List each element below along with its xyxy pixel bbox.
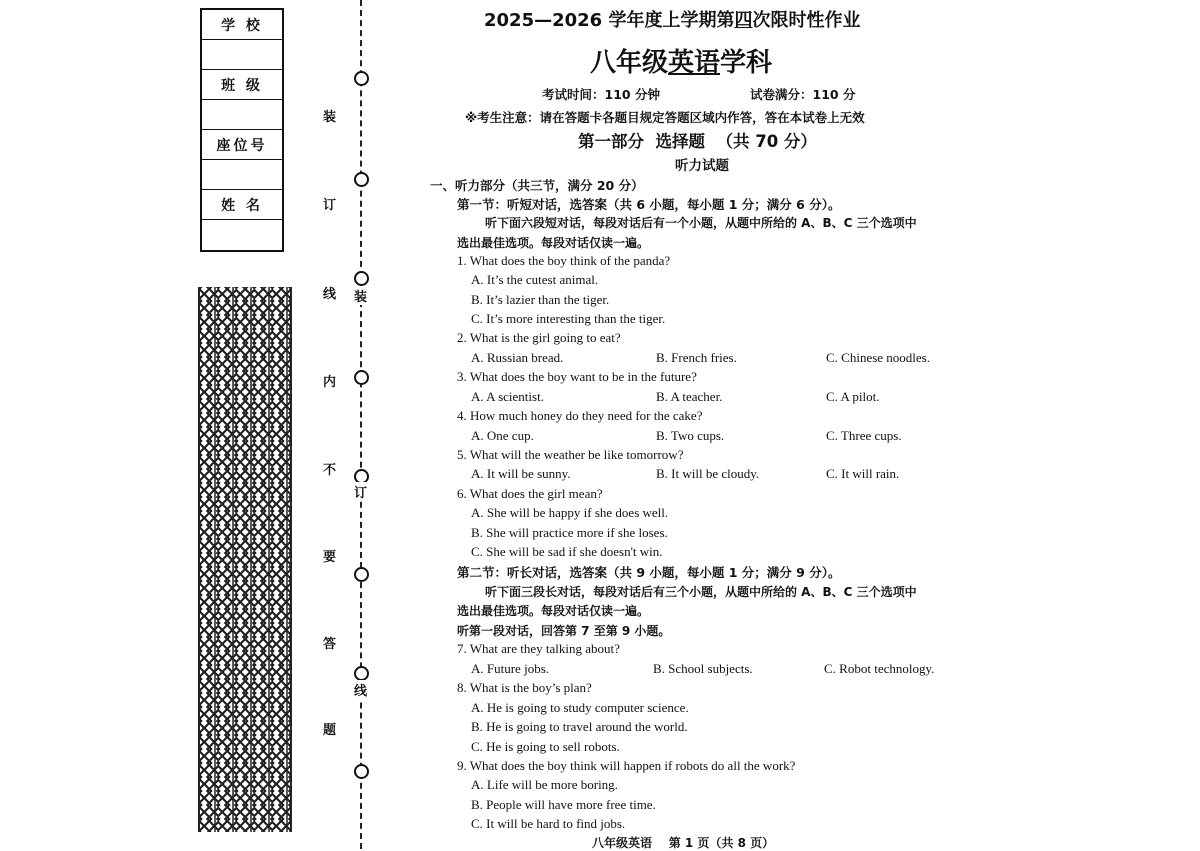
subsection-heading: 第一节：听短对话，选答案（共 6 小题，每小题 1 分；满分 6 分）。 bbox=[457, 197, 841, 212]
class-field[interactable] bbox=[202, 100, 282, 130]
answer-option[interactable]: C. It will be hard to find jobs. bbox=[471, 816, 626, 831]
question-text: 4. How much honey do they need for the cake? bbox=[457, 408, 703, 423]
answer-option[interactable]: B. She will practice more if she loses. bbox=[471, 525, 668, 540]
question-text: 8. What is the boy’s plan? bbox=[457, 680, 592, 695]
school-field[interactable] bbox=[202, 40, 282, 70]
grade-label: 八年级 bbox=[590, 48, 669, 78]
subsection-heading: 第二节：听长对话，选答案（共 9 小题，每小题 1 分；满分 9 分）。 bbox=[457, 565, 841, 580]
class-label: 班 级 bbox=[202, 70, 282, 100]
seal-char-left: 答 bbox=[323, 637, 337, 652]
instructions: 听第一段对话，回答第 7 至第 9 小题。 bbox=[457, 624, 671, 638]
exam-title-number: 四 bbox=[734, 10, 753, 31]
answer-option[interactable]: C. She will be sad if she doesn't win. bbox=[471, 544, 663, 559]
answer-option[interactable]: A. One cup. bbox=[471, 428, 534, 443]
grade-subject-heading bbox=[590, 42, 772, 79]
instructions: 听下面六段短对话，每段对话后有一个小题，从题中所给的 A、B、C 三个选项中 bbox=[485, 216, 917, 230]
seat-field[interactable] bbox=[202, 160, 282, 190]
name-field[interactable] bbox=[202, 220, 282, 250]
answer-option[interactable]: C. Chinese noodles. bbox=[826, 350, 930, 365]
seal-char-line: 线 bbox=[354, 680, 367, 699]
subject-name: 英语 bbox=[668, 48, 721, 78]
exam-title-post: 次限时性作业 bbox=[752, 10, 861, 31]
answer-option[interactable]: B. Two cups. bbox=[656, 428, 725, 443]
instructions: 选出最佳选项。每段对话仅读一遍。 bbox=[457, 604, 650, 618]
instructions: 选出最佳选项。每段对话仅读一遍。 bbox=[457, 236, 650, 250]
seal-char-left: 装 bbox=[323, 110, 337, 125]
student-info-box bbox=[200, 8, 284, 252]
answer-option[interactable]: B. A teacher. bbox=[656, 389, 723, 404]
answer-option[interactable]: C. He is going to sell robots. bbox=[471, 739, 620, 754]
seal-char-line: 订 bbox=[354, 482, 367, 501]
question-text: 9. What does the boy think will happen if robots do all the work? bbox=[457, 758, 796, 773]
answer-option[interactable]: B. He is going to travel around the world. bbox=[471, 719, 688, 734]
answer-option[interactable]: C. Three cups. bbox=[826, 428, 902, 443]
name-label: 姓 名 bbox=[202, 190, 282, 220]
answer-option[interactable]: A. It’s the cutest animal. bbox=[471, 272, 599, 287]
candidate-notice: ※考生注意：请在答题卡各题目规定答题区域内作答，答在本试卷上无效 bbox=[465, 110, 865, 125]
binding-hole-icon bbox=[354, 172, 369, 187]
answer-option[interactable]: C. It’s more interesting than the tiger. bbox=[471, 311, 666, 326]
question-text: 1. What does the boy think of the panda? bbox=[457, 253, 671, 268]
binding-hole-icon bbox=[354, 567, 369, 582]
subject-suffix: 学科 bbox=[720, 48, 773, 78]
answer-option[interactable]: A. It will be sunny. bbox=[471, 466, 571, 481]
seal-char-left: 不 bbox=[323, 463, 337, 478]
seal-char-left: 线 bbox=[323, 287, 337, 302]
question-text: 2. What is the girl going to eat? bbox=[457, 330, 621, 345]
seal-char-left: 要 bbox=[323, 550, 337, 565]
binding-pattern-lines bbox=[198, 287, 288, 832]
exam-title bbox=[484, 6, 860, 32]
binding-hole-icon bbox=[354, 271, 369, 286]
instructions: 听下面三段长对话，每段对话后有三个小题，从题中所给的 A、B、C 三个选项中 bbox=[485, 585, 917, 599]
question-text: 7. What are they talking about? bbox=[457, 641, 620, 656]
question-text: 6. What does the girl mean? bbox=[457, 486, 603, 501]
seal-char-line: 装 bbox=[354, 286, 367, 305]
answer-option[interactable]: A. She will be happy if she does well. bbox=[471, 505, 669, 520]
answer-option[interactable]: C. It will rain. bbox=[826, 466, 900, 481]
exam-score: 试卷满分：110 分 bbox=[750, 87, 856, 102]
answer-option[interactable]: B. French fries. bbox=[656, 350, 737, 365]
answer-option[interactable]: B. It will be cloudy. bbox=[656, 466, 760, 481]
answer-option[interactable]: B. School subjects. bbox=[653, 661, 753, 676]
section-heading: 一、听力部分（共三节，满分 20 分） bbox=[430, 178, 644, 193]
seal-char-left: 订 bbox=[323, 198, 337, 213]
exam-title-pre: 2025—2026 学年度上学期第 bbox=[484, 10, 735, 31]
answer-option[interactable]: A. Life will be more boring. bbox=[471, 777, 618, 792]
seat-label: 座位号 bbox=[202, 130, 282, 160]
question-text: 5. What will the weather be like tomorrow? bbox=[457, 447, 684, 462]
answer-option[interactable]: C. Robot technology. bbox=[824, 661, 935, 676]
page-footer: 八年级英语 第 1 页（共 8 页） bbox=[592, 836, 775, 850]
listening-heading: 听力试题 bbox=[675, 158, 729, 174]
seal-char-left: 题 bbox=[323, 723, 337, 738]
answer-option[interactable]: A. Russian bread. bbox=[471, 350, 564, 365]
school-label: 学 校 bbox=[202, 10, 282, 40]
answer-option[interactable]: A. He is going to study computer science. bbox=[471, 700, 689, 715]
seal-dashed-line bbox=[360, 0, 362, 849]
binding-hole-icon bbox=[354, 71, 369, 86]
answer-option[interactable]: B. It’s lazier than the tiger. bbox=[471, 292, 610, 307]
part-heading: 第一部分 选择题 （共 70 分） bbox=[578, 132, 817, 151]
answer-option[interactable]: B. People will have more free time. bbox=[471, 797, 656, 812]
answer-option[interactable]: A. Future jobs. bbox=[471, 661, 549, 676]
answer-option[interactable]: C. A pilot. bbox=[826, 389, 880, 404]
seal-char-left: 内 bbox=[323, 375, 337, 390]
binding-hole-icon bbox=[354, 764, 369, 779]
binding-hole-icon bbox=[354, 666, 369, 681]
exam-time: 考试时间：110 分钟 bbox=[542, 87, 660, 102]
answer-option[interactable]: A. A scientist. bbox=[471, 389, 544, 404]
question-text: 3. What does the boy want to be in the future? bbox=[457, 369, 697, 384]
binding-hole-icon bbox=[354, 370, 369, 385]
